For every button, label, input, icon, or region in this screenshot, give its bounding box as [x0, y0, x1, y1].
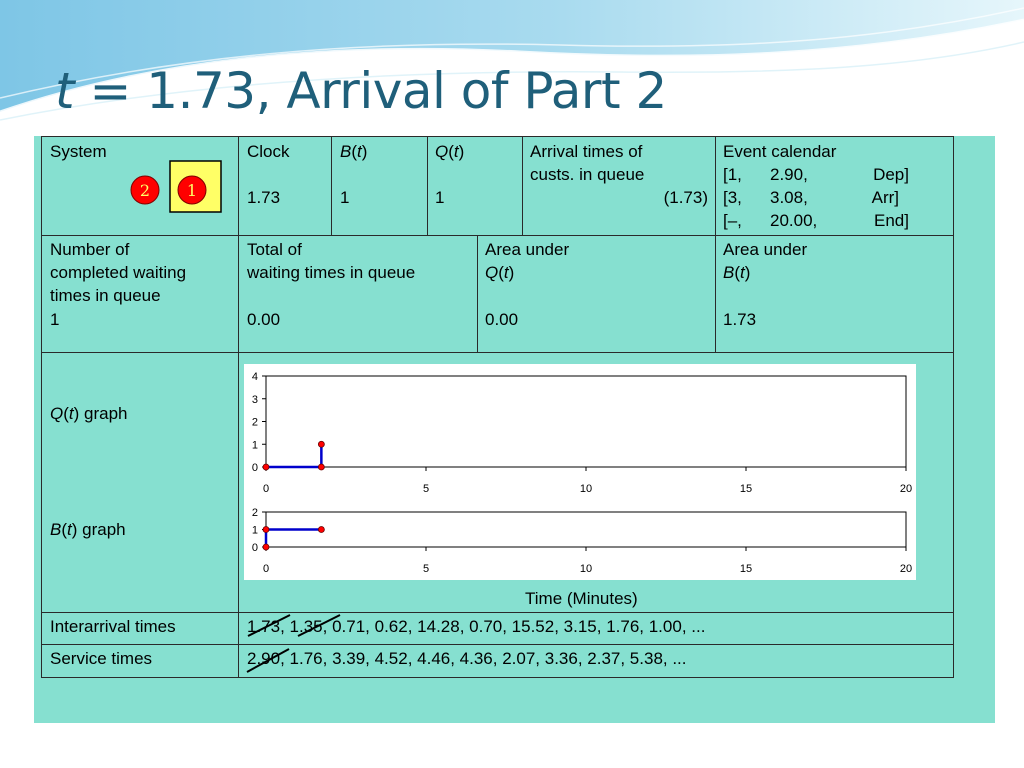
- x-tick-label: 10: [579, 483, 593, 495]
- arrival-label-2: custs. in queue: [530, 165, 645, 184]
- system-label: System: [50, 142, 107, 161]
- y-tick-label: 2: [251, 507, 258, 519]
- event-part: [1,: [723, 165, 742, 184]
- x-tick-label: 10: [579, 563, 593, 575]
- data-point: [263, 527, 269, 533]
- clock-label: Clock: [247, 142, 290, 161]
- y-tick-label: 0: [251, 462, 258, 474]
- remaining-interarrival-times: , 0.71, 0.62, 14.28, 0.70, 15.52, 3.15, 1.76, 1.00, ...: [322, 617, 706, 636]
- part-in-service-number: 1: [186, 181, 198, 200]
- area-q-var: Q(t): [485, 263, 515, 282]
- strikethrough-mark: [246, 612, 294, 638]
- x-tick-label: 0: [262, 483, 270, 495]
- event-time: 20.00,: [770, 211, 818, 230]
- table-border-left: [41, 136, 42, 678]
- plot-frame: [266, 512, 906, 547]
- total-wait-label-1: Total of: [247, 240, 302, 259]
- table-col-divider: [715, 136, 716, 353]
- x-tick-label: 0: [262, 563, 270, 575]
- x-tick-label: 20: [899, 483, 913, 495]
- title-variable: t: [55, 62, 75, 120]
- x-tick-label: 5: [422, 563, 430, 575]
- y-tick-label: 1: [251, 524, 258, 537]
- qt-value: 1: [435, 188, 445, 207]
- event-calendar-entry: [723, 163, 913, 186]
- table-border-right: [953, 136, 954, 678]
- table-col-divider: [331, 136, 332, 236]
- strikethrough-mark: [245, 646, 293, 674]
- data-point: [263, 464, 269, 470]
- bt-graph-label: B(t) graph: [50, 520, 126, 539]
- system-diagram: [127, 160, 223, 214]
- title-text: = 1.73, Arrival of Part 2: [74, 62, 667, 120]
- event-calendar-label: Event calendar: [723, 142, 837, 161]
- table-col-divider: [238, 136, 239, 678]
- event-calendar-entry: [723, 186, 913, 209]
- area-q-value: 0.00: [485, 310, 519, 329]
- x-tick-label: 15: [739, 563, 753, 575]
- service-label: Service times: [50, 649, 153, 668]
- area-q-label: Area under: [485, 240, 570, 259]
- qt-chart: [244, 364, 916, 496]
- bt-label: B(t): [340, 142, 368, 161]
- total-wait-value: 0.00: [247, 310, 281, 329]
- table-col-divider: [522, 136, 523, 236]
- table-row-divider: [41, 235, 954, 236]
- interarrival-values: 1.73, 1.35, 0.71, 0.62, 14.28, 0.70, 15.52, 3.15, 1.76, 1.00, ...: [247, 617, 706, 636]
- service-values: [247, 647, 687, 670]
- graphs-area: [244, 364, 916, 580]
- part-in-queue-number: 2: [139, 181, 151, 200]
- y-tick-label: 0: [251, 542, 258, 554]
- qt-label: Q(t): [435, 142, 465, 161]
- y-tick-label: 1: [251, 439, 258, 452]
- strikethrough-mark: [296, 612, 344, 638]
- y-tick-label: 3: [251, 393, 258, 406]
- used-interarrival-time: 1.73: [247, 617, 281, 636]
- x-tick-label: 15: [739, 483, 753, 495]
- arrival-label-1: Arrival times of: [530, 142, 643, 161]
- plot-frame: [266, 376, 906, 467]
- used-interarrival-time: 1.35: [289, 617, 323, 636]
- table-col-divider: [477, 235, 478, 353]
- event-time: 3.08,: [770, 188, 808, 207]
- qt-graph-label: Q(t) graph: [50, 404, 128, 423]
- table-border-top: [41, 136, 954, 137]
- completed-label-2: completed waiting: [50, 263, 187, 282]
- arrival-times-value: (1.73): [663, 188, 708, 207]
- used-service-time: 2.90: [247, 649, 281, 668]
- data-point: [318, 464, 324, 470]
- table-col-divider: [427, 136, 428, 236]
- data-point: [318, 441, 324, 447]
- area-b-value: 1.73: [723, 310, 757, 329]
- event-type: Arr]: [871, 188, 899, 207]
- slide-title: [55, 62, 667, 120]
- bt-chart: [244, 496, 916, 580]
- table-row-divider: [41, 644, 954, 645]
- remaining-service-times: , 1.76, 3.39, 4.52, 4.46, 4.36, 2.07, 3.36, 2.37, 5.38, ...: [280, 649, 687, 668]
- event-type: End]: [874, 211, 909, 230]
- total-wait-label-2: waiting times in queue: [247, 263, 416, 282]
- interarrival-label: Interarrival times: [50, 617, 176, 636]
- event-part: [3,: [723, 188, 742, 207]
- x-tick-label: 5: [422, 483, 430, 495]
- table-border-bottom: [41, 677, 954, 678]
- x-tick-label: 20: [899, 563, 913, 575]
- event-time: 2.90,: [770, 165, 808, 184]
- event-calendar-entry: [723, 209, 913, 232]
- area-b-label: Area under: [723, 240, 808, 259]
- table-row-divider: [41, 612, 954, 613]
- completed-value: 1: [50, 310, 60, 329]
- data-point: [318, 527, 324, 533]
- bt-value: 1: [340, 188, 350, 207]
- event-type: Dep]: [873, 165, 909, 184]
- completed-label-1: Number of: [50, 240, 130, 259]
- area-b-var: B(t): [723, 263, 751, 282]
- time-axis-label: Time (Minutes): [525, 589, 638, 608]
- y-tick-label: 4: [251, 371, 258, 383]
- completed-label-3: times in queue: [50, 286, 161, 305]
- table-row-divider: [41, 352, 954, 353]
- clock-value: 1.73: [247, 188, 281, 207]
- y-tick-label: 2: [251, 416, 258, 429]
- event-calendar: [723, 163, 913, 232]
- event-part: [–,: [723, 211, 742, 230]
- data-point: [263, 544, 269, 550]
